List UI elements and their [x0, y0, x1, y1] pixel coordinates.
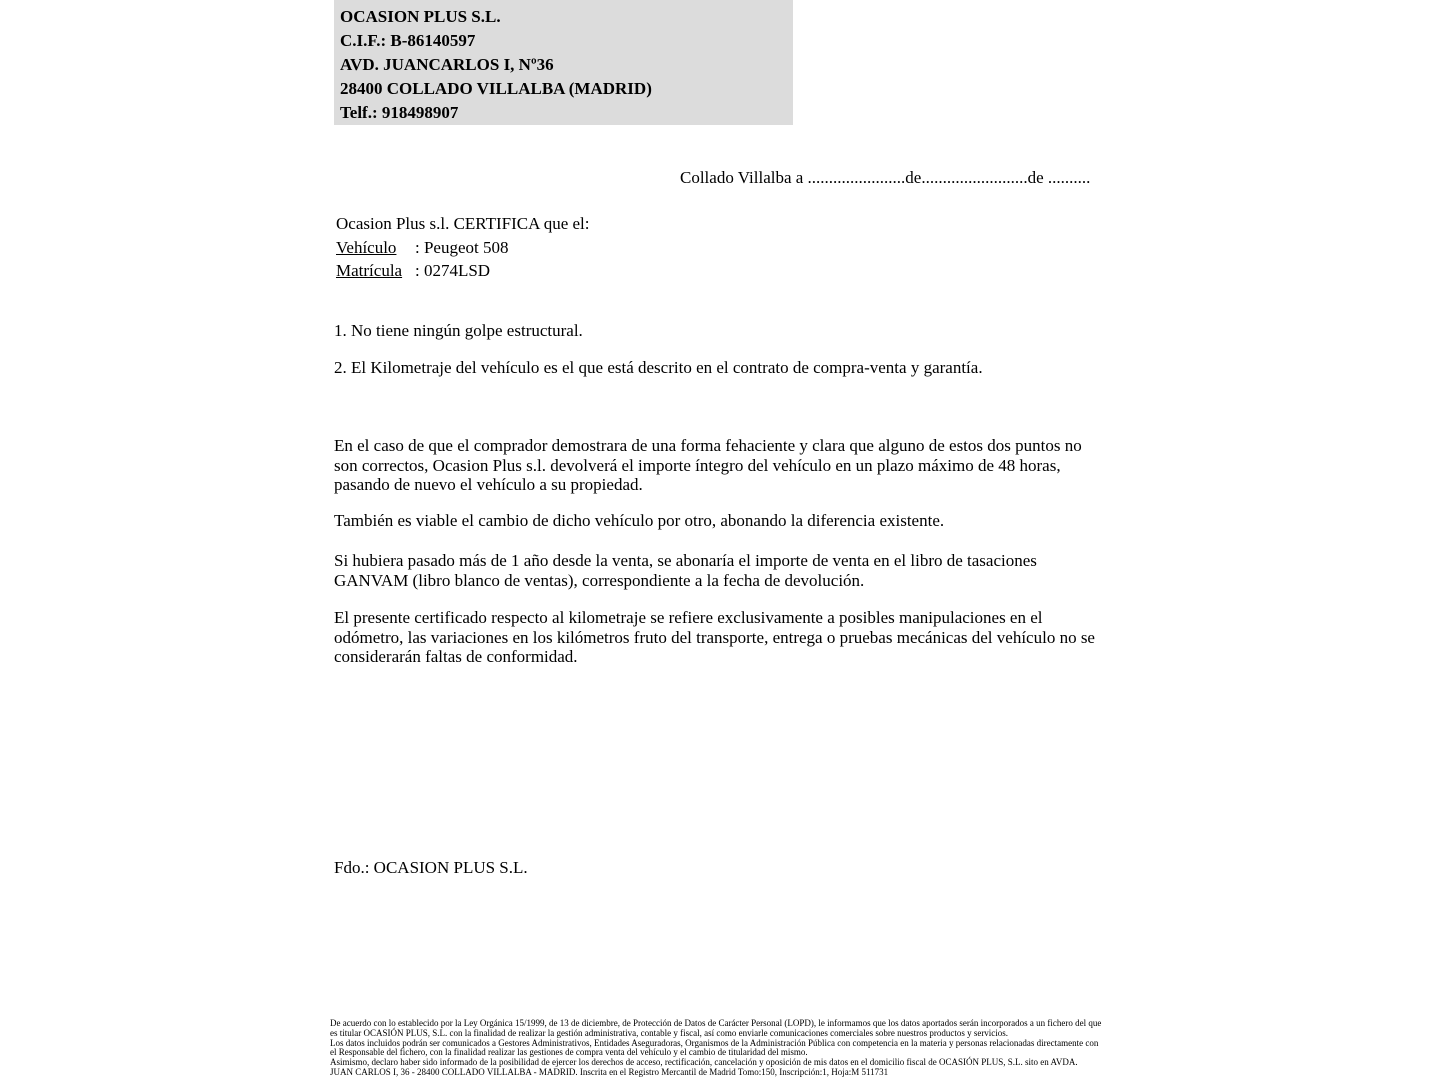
paragraph-odometer: El presente certificado respecto al kilometraje se refiere exclusivamente a posibles manipulaciones en el odómetro, las variaciones en los kilómetros fruto del transporte, entrega o pruebas mecánicas del vehículo no se considerarán faltas de conformidad. — [334, 608, 1095, 666]
paragraph-exchange: También es viable el cambio de dicho vehículo por otro, abonando la diferencia existente. — [334, 511, 945, 530]
clause-mileage: 2. El Kilometraje del vehículo es el que está descrito en el contrato de compra-venta y garantía. — [334, 358, 983, 377]
vehicle-value: : Peugeot 508 — [415, 237, 509, 257]
company-phone: Telf.: 918498907 — [340, 103, 459, 122]
legal-paragraph-lopd: De acuerdo con lo establecido por la Ley Orgánica 15/1999, de 13 de diciembre, de Protección de Datos de Carácter Personal (LOPD), le informamos que los datos aportados serán incorporados a un fichero del que es titular OCASIÓN PLUS, S.L. con la finalidad de realizar la gestión administrativa, contable y fiscal, así como enviarle comunicaciones comerciales sobre nuestros productos y servicios. — [330, 1018, 1102, 1038]
date-line: Collado Villalba a .......................de.........................de .......... — [680, 168, 1091, 187]
plate-label: Matrícula — [336, 261, 403, 280]
plate-field — [336, 259, 590, 283]
certification-block — [336, 212, 590, 283]
paragraph-ganvam: Si hubiera pasado más de 1 año desde la venta, se abonaría el importe de venta en el libro de tasaciones GANVAM (libro blanco de ventas), correspondiente a la fecha de devolución. — [334, 551, 1037, 590]
clause-structural: 1. No tiene ningún golpe estructural. — [334, 321, 583, 340]
company-header-block — [334, 0, 793, 125]
company-name: OCASION PLUS S.L. — [340, 7, 501, 26]
paragraph-refund: En el caso de que el comprador demostrara de una forma fehaciente y clara que alguno de estos dos puntos no son correctos, Ocasion Plus s.l. devolverá el importe íntegro del vehículo en un plazo máximo de 48 horas, pasando de nuevo el vehículo a su propiedad. — [334, 436, 1082, 494]
legal-paragraph-data-sharing: Los datos incluidos podrán ser comunicados a Gestores Administrativos, Entidades Aseguradoras, Organismos de la Administración Pública con competencia en la materia y personas relacionadas directamente con el Responsable del fichero, con la finalidad realizar las gestiones de compra venta del vehículo y el cambio de titularidad del mismo. — [330, 1037, 1099, 1058]
legal-paragraph-rights: Asimismo, declaro haber sido informado de la posibilidad de ejercer los derechos de acceso, rectificación, cancelación y oposición de mis datos en el domicilio fiscal de OCASIÓN PLUS, S.L. sito en AVDA. JUAN CARLOS I, 36 - 28400 COLLADO VILLALBA - MADRID. Inscrita en el Registro Mercantil de Madrid Tomo:150, Inscripción:1, Hoja:M 511731 — [330, 1057, 1078, 1077]
plate-value: : 0274LSD — [415, 261, 491, 280]
company-address: AVD. JUANCARLOS I, Nº36 — [340, 55, 554, 74]
vehicle-field — [336, 236, 590, 260]
vehicle-label: Vehículo — [336, 237, 397, 257]
certification-intro: Ocasion Plus s.l. CERTIFICA que el: — [336, 214, 590, 233]
signature-line: Fdo.: OCASION PLUS S.L. — [334, 858, 528, 877]
company-cif: C.I.F.: B-86140597 — [340, 31, 476, 50]
company-city: 28400 COLLADO VILLALBA (MADRID) — [340, 79, 652, 98]
legal-footer — [330, 1019, 1102, 1078]
